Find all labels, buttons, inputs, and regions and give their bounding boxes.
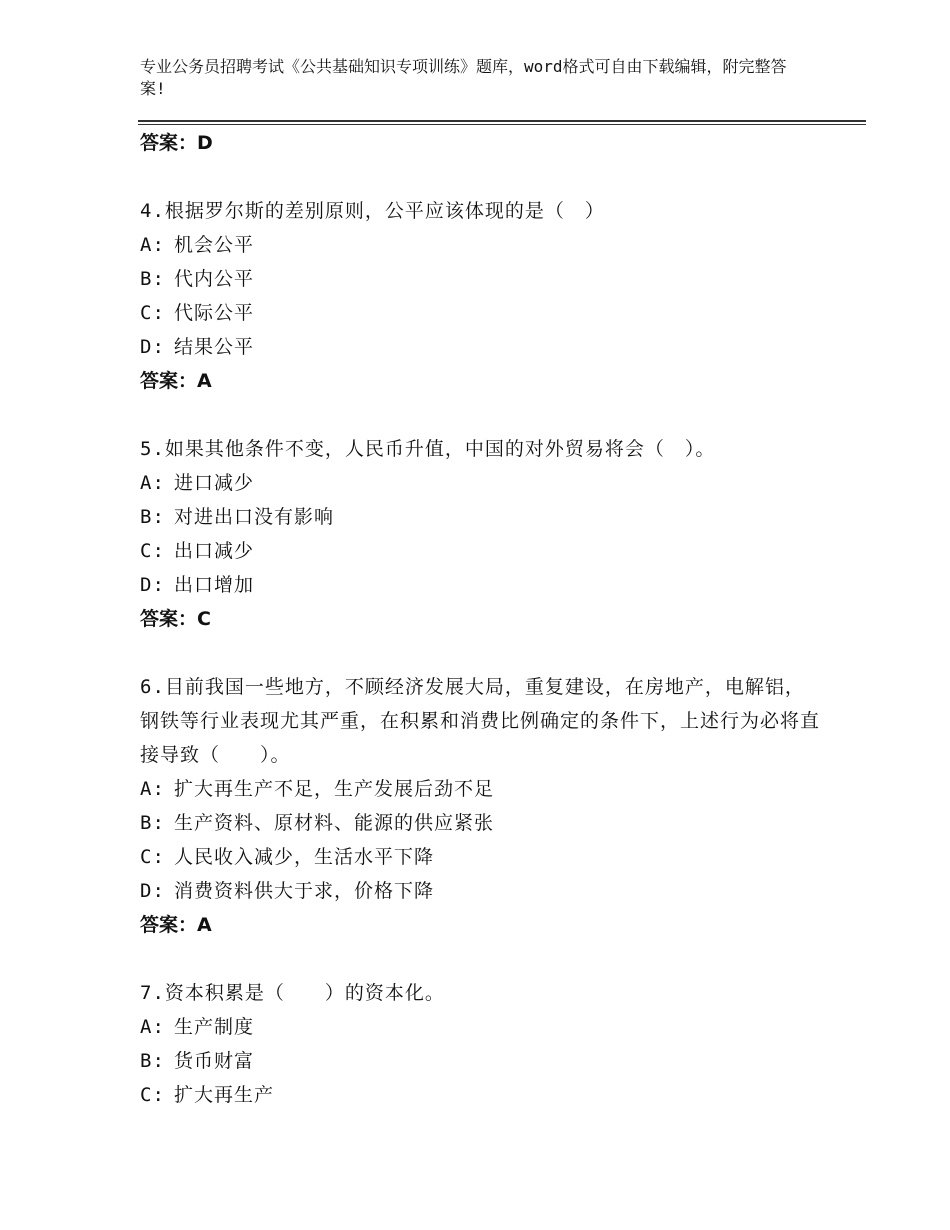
- option-text: 扩大再生产: [174, 1084, 275, 1106]
- answer-label: 答案：: [140, 132, 198, 154]
- option-text: 人民收入减少，生活水平下降: [174, 846, 435, 868]
- option-c: [140, 534, 820, 568]
- option-letter: D:: [140, 880, 165, 902]
- option-letter: B:: [140, 268, 165, 290]
- option-b: [140, 1044, 820, 1078]
- question-block: [140, 976, 820, 1112]
- option-a: [140, 466, 820, 500]
- answer-value: D: [197, 132, 213, 154]
- option-d: [140, 330, 820, 364]
- option-text: 货币财富: [174, 1050, 255, 1072]
- option-a: [140, 228, 820, 262]
- question-block: [140, 432, 820, 636]
- option-letter: A:: [140, 234, 165, 256]
- option-letter: C:: [140, 540, 165, 562]
- option-letter: C:: [140, 1084, 165, 1106]
- option-text: 进口减少: [174, 472, 255, 494]
- option-text: 结果公平: [174, 336, 255, 358]
- option-letter: D:: [140, 336, 165, 358]
- question-stem: 6.目前我国一些地方，不顾经济发展大局，重复建设，在房地产，电解铝，钢铁等行业表现尤其严重，在积累和消费比例确定的条件下，上述行为必将直接导致（ ）。: [140, 676, 821, 766]
- option-text: 机会公平: [174, 234, 255, 256]
- header-divider-thick: [138, 120, 866, 122]
- option-text: 出口减少: [174, 540, 255, 562]
- option-d: [140, 568, 820, 602]
- option-b: [140, 262, 820, 296]
- answer-value: A: [197, 914, 212, 936]
- option-b: [140, 806, 820, 840]
- option-letter: B:: [140, 506, 165, 528]
- option-letter: C:: [140, 302, 165, 324]
- option-text: 代内公平: [174, 268, 255, 290]
- option-letter: A:: [140, 472, 165, 494]
- option-letter: B:: [140, 812, 165, 834]
- answer-line: [140, 364, 820, 398]
- option-letter: C:: [140, 846, 165, 868]
- answer-label: 答案：: [140, 914, 198, 936]
- option-letter: B:: [140, 1050, 165, 1072]
- answer-line: [140, 126, 820, 160]
- option-c: [140, 1078, 820, 1112]
- question-stem: 7.资本积累是（ ）的资本化。: [140, 982, 445, 1004]
- option-text: 生产资料、原材料、能源的供应紧张: [174, 812, 495, 834]
- option-a: [140, 772, 820, 806]
- option-text: 代际公平: [174, 302, 255, 324]
- answer-label: 答案：: [140, 370, 198, 392]
- option-letter: A:: [140, 1016, 165, 1038]
- answer-line: [140, 602, 820, 636]
- option-d: [140, 874, 820, 908]
- option-text: 扩大再生产不足，生产发展后劲不足: [174, 778, 495, 800]
- question-list: [140, 126, 820, 1112]
- question-stem: 4.根据罗尔斯的差别原则，公平应该体现的是（ ）: [140, 200, 605, 222]
- header-divider-thin: [138, 124, 866, 125]
- question-block: [140, 194, 820, 398]
- answer-line: [140, 908, 820, 942]
- answer-value: C: [197, 608, 211, 630]
- option-letter: D:: [140, 574, 165, 596]
- question-stem: 5.如果其他条件不变，人民币升值，中国的对外贸易将会（ ）。: [140, 438, 716, 460]
- option-a: [140, 1010, 820, 1044]
- option-text: 消费资料供大于求，价格下降: [174, 880, 435, 902]
- answer-label: 答案：: [140, 608, 198, 630]
- option-c: [140, 840, 820, 874]
- option-c: [140, 296, 820, 330]
- option-letter: A:: [140, 778, 165, 800]
- option-text: 出口增加: [174, 574, 255, 596]
- page-header: 专业公务员招聘考试《公共基础知识专项训练》题库，word格式可自由下载编辑，附完整答案!: [140, 57, 787, 98]
- option-text: 对进出口没有影响: [174, 506, 335, 528]
- question-block: [140, 670, 820, 942]
- answer-value: A: [197, 370, 212, 392]
- option-b: [140, 500, 820, 534]
- option-text: 生产制度: [174, 1016, 255, 1038]
